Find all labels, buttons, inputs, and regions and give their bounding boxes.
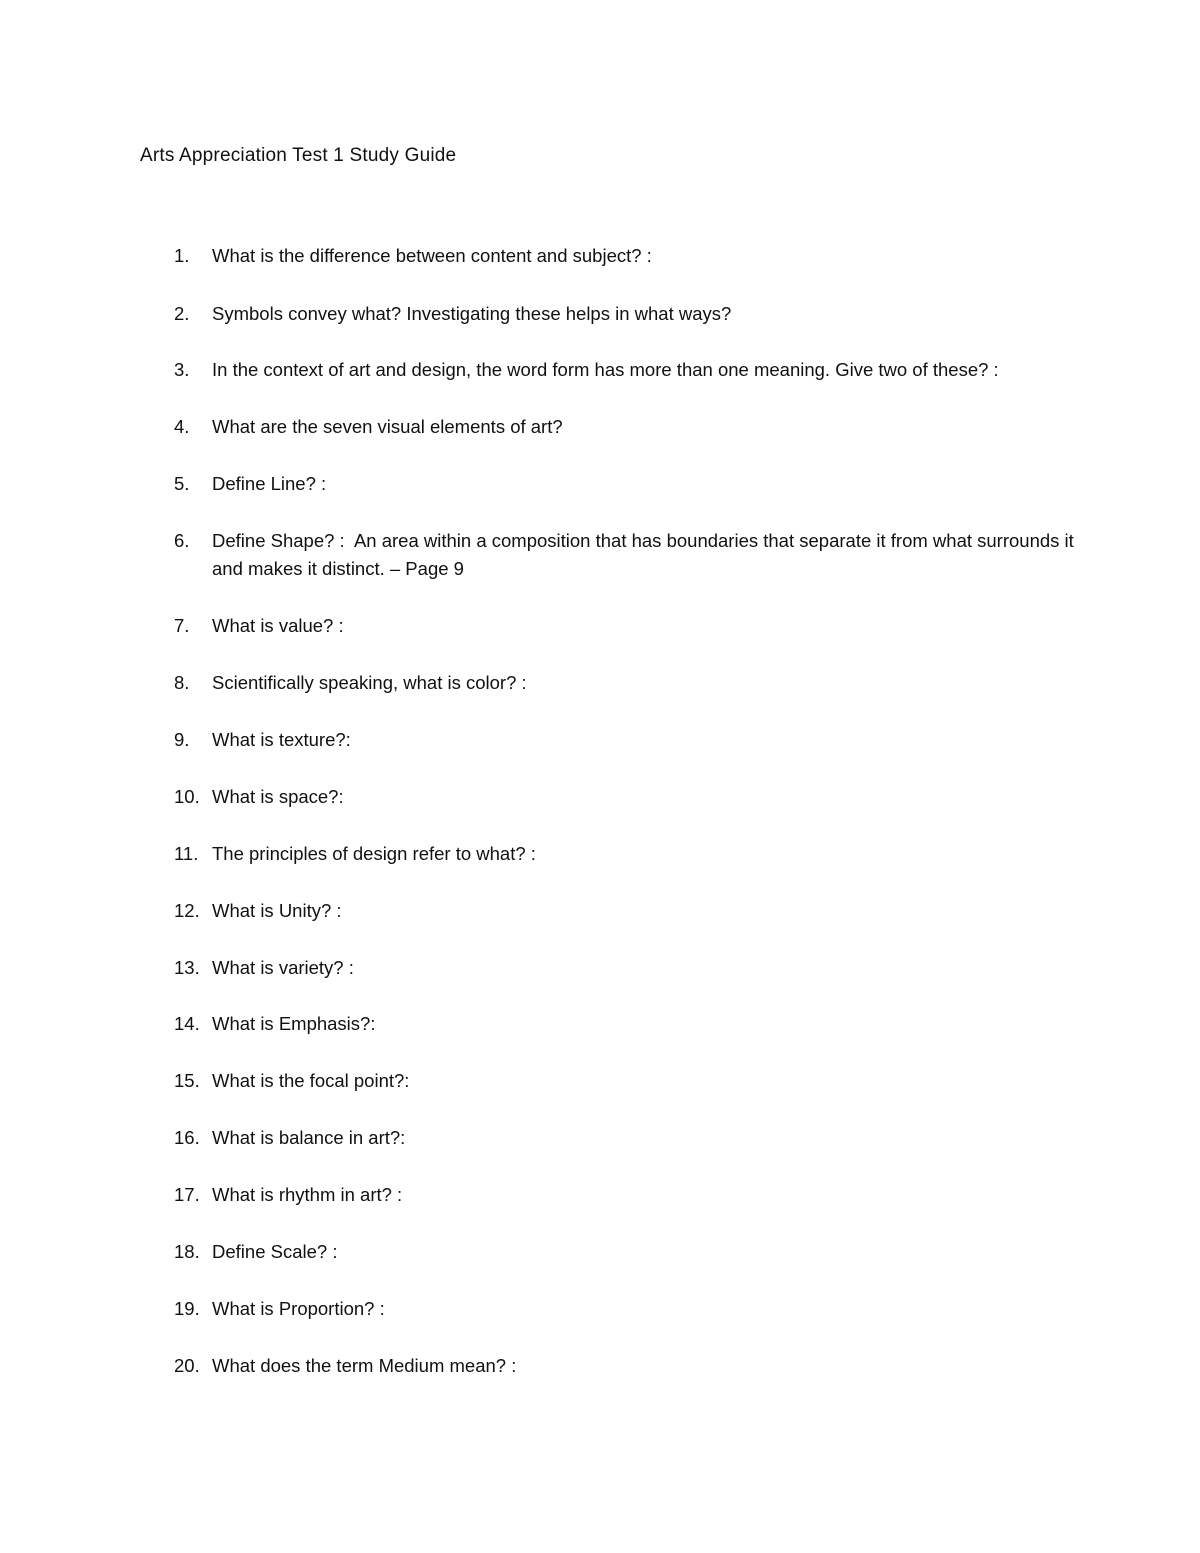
- question-number: 18.: [174, 1241, 200, 1262]
- question-number: 15.: [174, 1070, 200, 1091]
- question-text: In the context of art and design, the word form has more than one meaning. Give two of these? :: [212, 359, 999, 380]
- question-number: 12.: [174, 900, 200, 921]
- question-item: [174, 840, 1074, 868]
- question-item: [174, 1295, 1074, 1323]
- document-title: Arts Appreciation Test 1 Study Guide: [140, 145, 457, 166]
- question-item: [174, 669, 1074, 697]
- question-number: 7.: [174, 615, 190, 636]
- question-number: 17.: [174, 1184, 200, 1205]
- question-text: Symbols convey what? Investigating these helps in what ways?: [212, 303, 732, 324]
- question-item: [174, 300, 1074, 328]
- question-text: What is space?:: [212, 786, 344, 807]
- question-item: [174, 1238, 1074, 1266]
- question-number: 8.: [174, 672, 190, 693]
- answer-text: An area within a composition that has boundaries that separate it from what surrounds it and makes it distinct. – Page 9: [212, 530, 1074, 579]
- question-item: [174, 954, 1074, 982]
- question-number: 16.: [174, 1127, 200, 1148]
- question-item: [174, 897, 1074, 925]
- question-text: What does the term Medium mean? :: [212, 1355, 517, 1376]
- question-text: What is the difference between content and subject? :: [212, 245, 652, 266]
- question-number: 10.: [174, 786, 200, 807]
- question-text: What is value? :: [212, 615, 344, 636]
- question-text: What is variety? :: [212, 957, 354, 978]
- question-number: 6.: [174, 530, 190, 551]
- question-item: [174, 612, 1074, 640]
- question-number: 11.: [174, 843, 199, 864]
- question-item: [174, 783, 1074, 811]
- question-text: What is the focal point?:: [212, 1070, 410, 1091]
- question-text: What is texture?:: [212, 729, 351, 750]
- question-number: 1.: [174, 245, 190, 266]
- question-item: [174, 1124, 1074, 1152]
- question-number: 4.: [174, 416, 190, 437]
- question-number: 14.: [174, 1013, 200, 1034]
- question-item: [174, 1352, 1074, 1380]
- question-text: Scientifically speaking, what is color? :: [212, 672, 527, 693]
- question-number: 19.: [174, 1298, 200, 1319]
- question-text: Define Line? :: [212, 473, 327, 494]
- question-number: 13.: [174, 957, 200, 978]
- question-number: 9.: [174, 729, 190, 750]
- question-number: 5.: [174, 473, 190, 494]
- question-item: [174, 1181, 1074, 1209]
- question-item: [174, 242, 1074, 270]
- question-text: Define Shape? :: [212, 530, 345, 551]
- question-item: [174, 527, 1074, 583]
- question-number: 20.: [174, 1355, 200, 1376]
- question-text: What is balance in art?:: [212, 1127, 406, 1148]
- question-text: Define Scale? :: [212, 1241, 338, 1262]
- question-text: What are the seven visual elements of art?: [212, 416, 563, 437]
- question-item: [174, 1067, 1074, 1095]
- question-item: [174, 356, 1074, 384]
- question-text: What is rhythm in art? :: [212, 1184, 403, 1205]
- question-text: What is Unity? :: [212, 900, 342, 921]
- question-item: [174, 413, 1074, 441]
- question-item: [174, 1010, 1074, 1038]
- question-text: What is Proportion? :: [212, 1298, 385, 1319]
- question-item: [174, 726, 1074, 754]
- question-text: What is Emphasis?:: [212, 1013, 376, 1034]
- question-text: The principles of design refer to what? :: [212, 843, 536, 864]
- question-item: [174, 470, 1074, 498]
- question-number: 2.: [174, 303, 190, 324]
- question-number: 3.: [174, 359, 190, 380]
